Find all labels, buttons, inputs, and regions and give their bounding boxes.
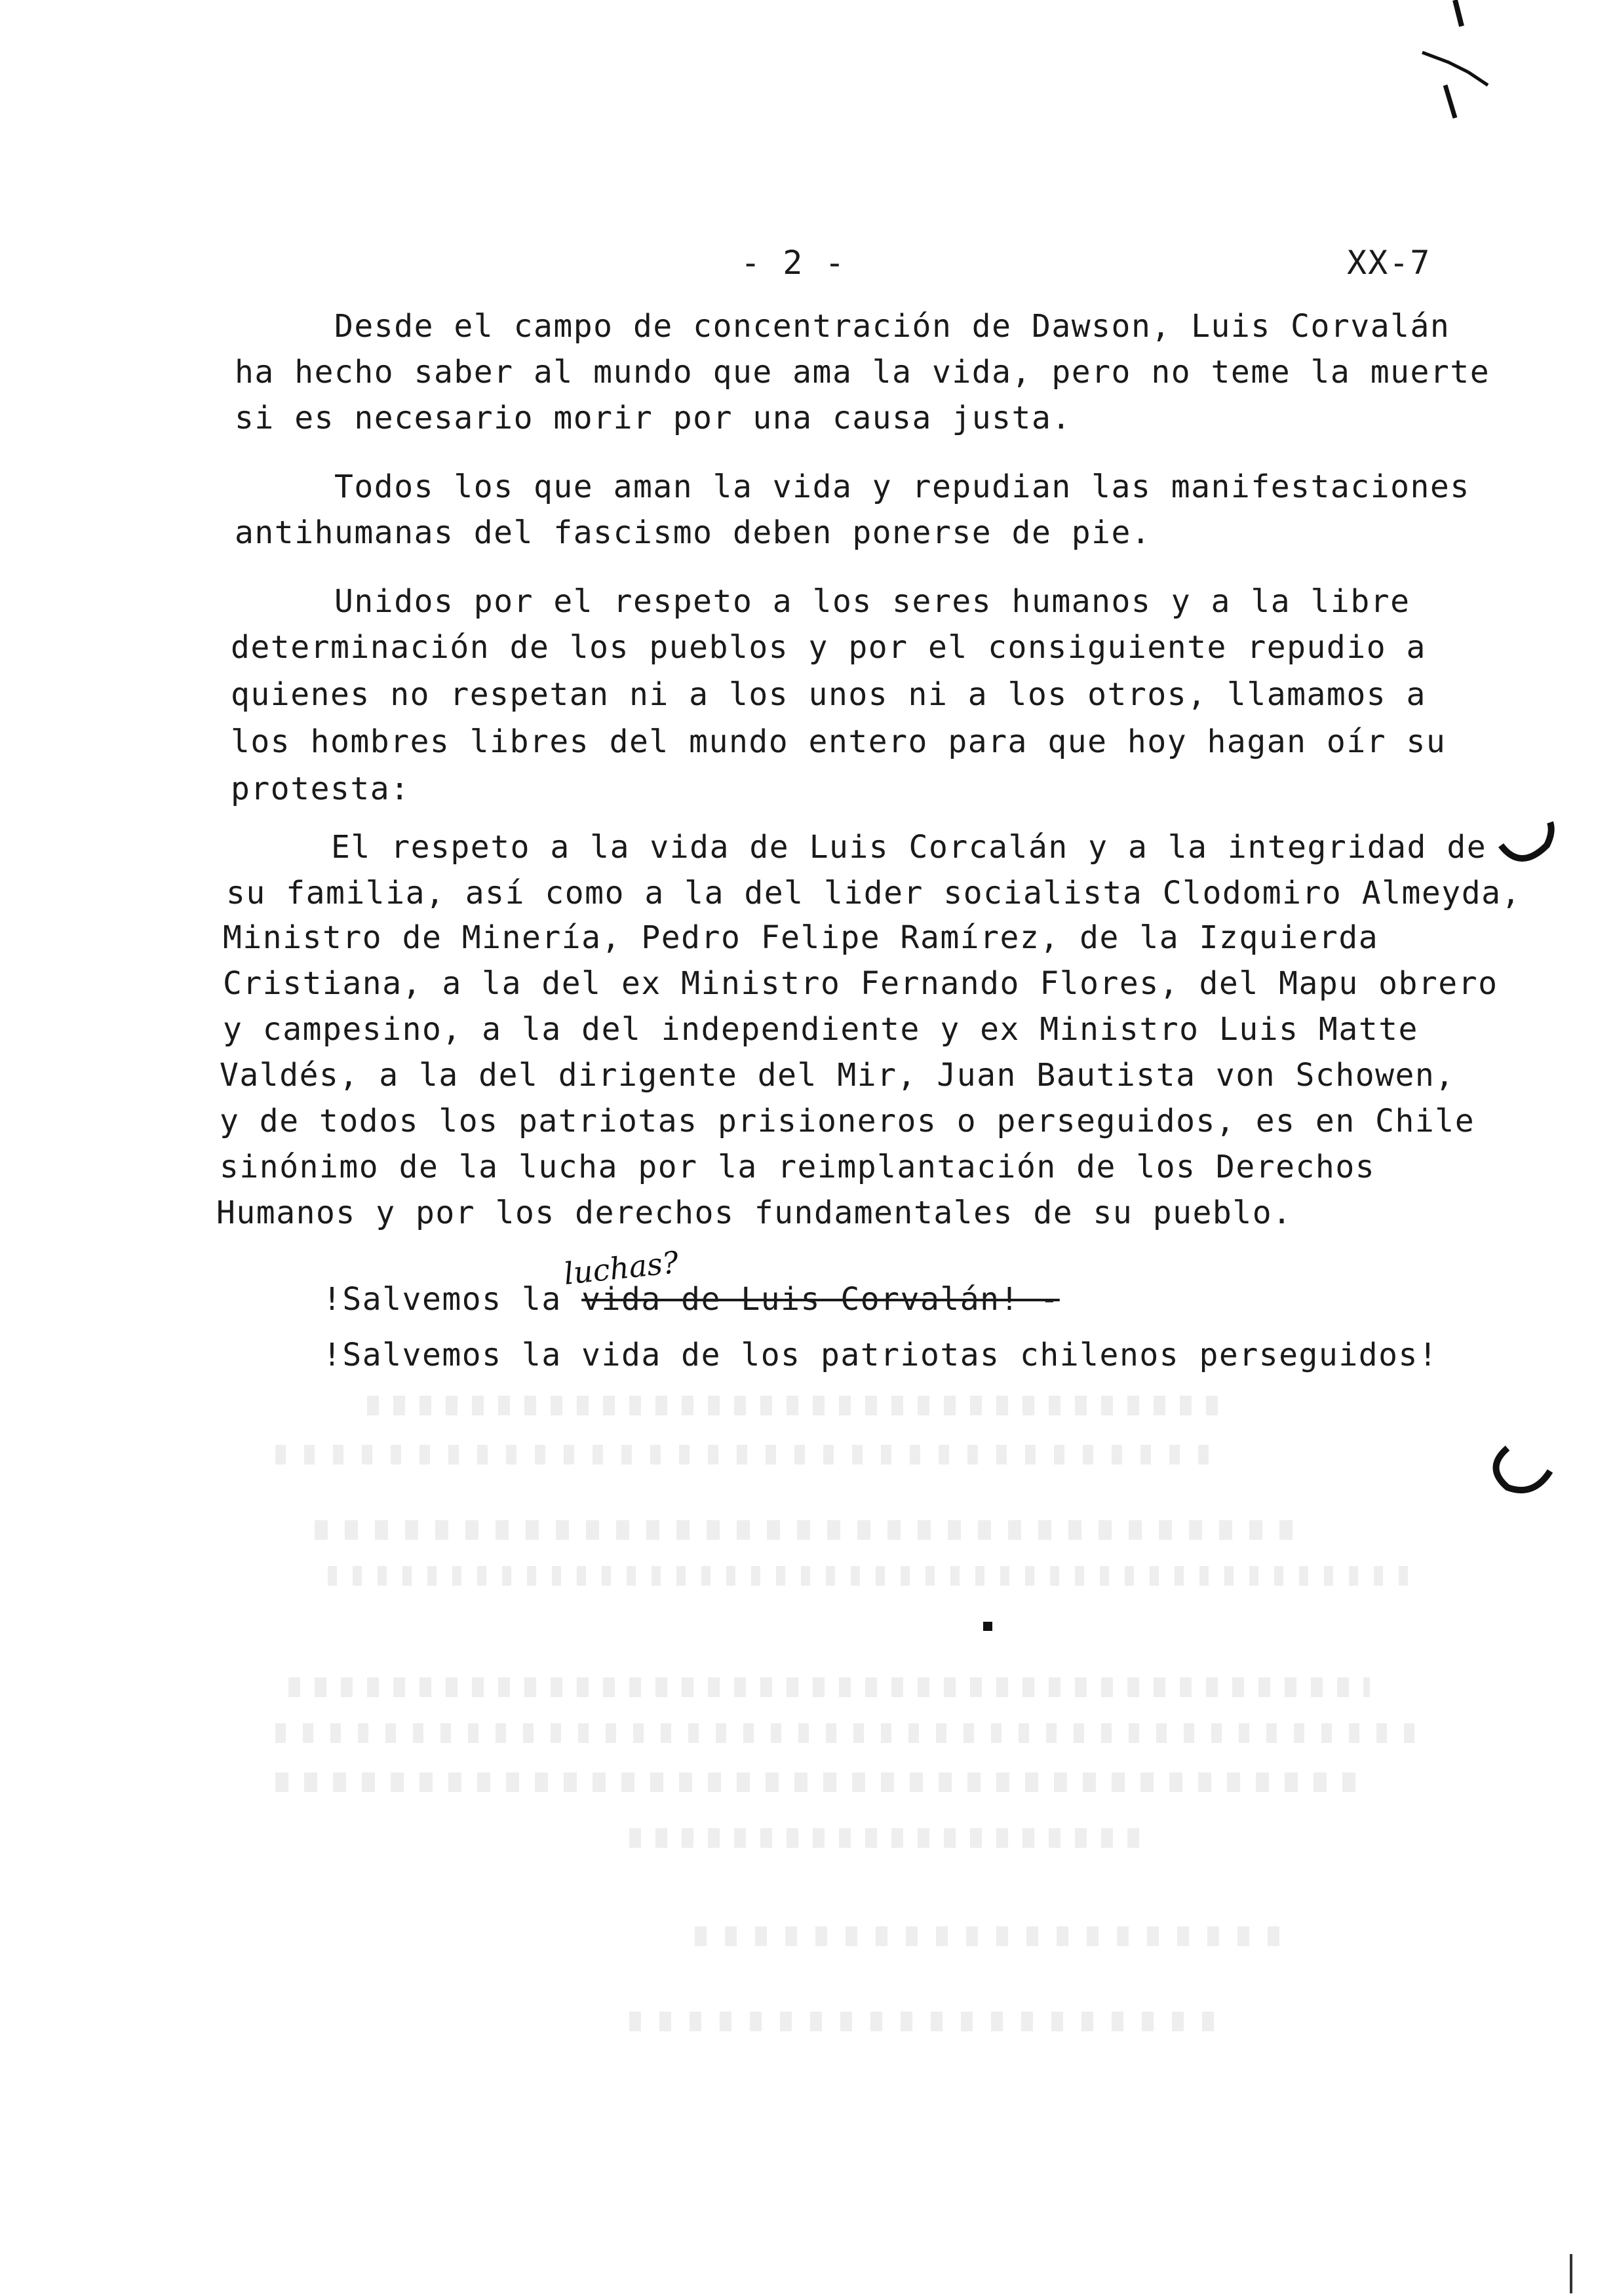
paragraph-1-line-3: si es necesario morir por una causa justa. xyxy=(235,400,1072,436)
bleed-through-line xyxy=(629,2012,1219,2031)
pen-dot xyxy=(983,1622,992,1631)
bleed-through-line xyxy=(367,1396,1219,1415)
paragraph-3-line-5: protesta: xyxy=(231,771,410,807)
paragraph-4-line-1: El respeto a la vida de Luis Corcalán y a la integridad de xyxy=(331,829,1487,866)
slogan-1 xyxy=(322,1281,1060,1318)
page-number: - 2 - xyxy=(741,244,846,282)
bleed-through-line xyxy=(275,1723,1422,1743)
paragraph-4-line-4: Cristiana, a la del ex Ministro Fernando Flores, del Mapu obrero xyxy=(223,965,1498,1002)
bleed-through-line xyxy=(275,1445,1226,1464)
paragraph-4-line-5: y campesino, a la del independiente y ex Ministro Luis Matte xyxy=(223,1011,1418,1048)
bleed-through-line xyxy=(288,1677,1370,1697)
paragraph-3-line-2: determinación de los pueblos y por el consiguiente repudio a xyxy=(231,629,1426,666)
document-code: XX-7 xyxy=(1347,244,1431,282)
pen-mark-right-1 xyxy=(1488,819,1560,878)
paragraph-4-line-6: Valdés, a la del dirigente del Mir, Juan Bautista von Schowen, xyxy=(220,1057,1455,1094)
slogan-1-struck-text: vida de Luis Corvalán! - xyxy=(581,1281,1060,1318)
paragraph-4-line-9: Humanos y por los derechos fundamentales de su pueblo. xyxy=(216,1195,1293,1231)
paragraph-1-line-1: Desde el campo de concentración de Dawson, Luis Corvalán xyxy=(334,308,1450,345)
paragraph-3-line-4: los hombres libres del mundo entero para que hoy hagan oír su xyxy=(231,723,1447,760)
pen-mark-right-2 xyxy=(1481,1442,1560,1501)
paragraph-3-line-3: quienes no respetan ni a los unos ni a los otros, llamamos a xyxy=(231,676,1426,713)
bleed-through-line xyxy=(328,1566,1409,1586)
paragraph-4-line-7: y de todos los patriotas prisioneros o perseguidos, es en Chile xyxy=(220,1103,1475,1139)
handwritten-insertion: luchas? xyxy=(562,1244,680,1292)
paragraph-1-line-2: ha hecho saber al mundo que ama la vida, pero no teme la muerte xyxy=(235,354,1490,391)
pen-mark-top-right xyxy=(1409,0,1514,131)
slogan-2: !Salvemos la vida de los patriotas chilenos perseguidos! xyxy=(322,1337,1439,1373)
paragraph-4-line-8: sinónimo de la lucha por la reimplantación de los Derechos xyxy=(220,1149,1376,1185)
paragraph-4-line-3: Ministro de Minería, Pedro Felipe Ramírez, de la Izquierda xyxy=(223,919,1379,956)
paragraph-2-line-1: Todos los que aman la vida y repudian las manifestaciones xyxy=(334,469,1470,505)
paragraph-2-line-2: antihumanas del fascismo deben ponerse de pie. xyxy=(235,514,1152,551)
paragraph-4-line-2: su familia, así como a la del lider socialista Clodomiro Almeyda, xyxy=(226,875,1521,911)
bleed-through-line xyxy=(275,1772,1357,1792)
bleed-through-line xyxy=(629,1828,1154,1848)
slogan-1-prefix: !Salvemos la xyxy=(322,1281,582,1318)
bleed-through-line xyxy=(695,1926,1285,1946)
edge-mark xyxy=(1570,2254,1572,2293)
bleed-through-line xyxy=(315,1520,1298,1540)
paragraph-3-line-1: Unidos por el respeto a los seres humanos y a la libre xyxy=(334,583,1411,620)
